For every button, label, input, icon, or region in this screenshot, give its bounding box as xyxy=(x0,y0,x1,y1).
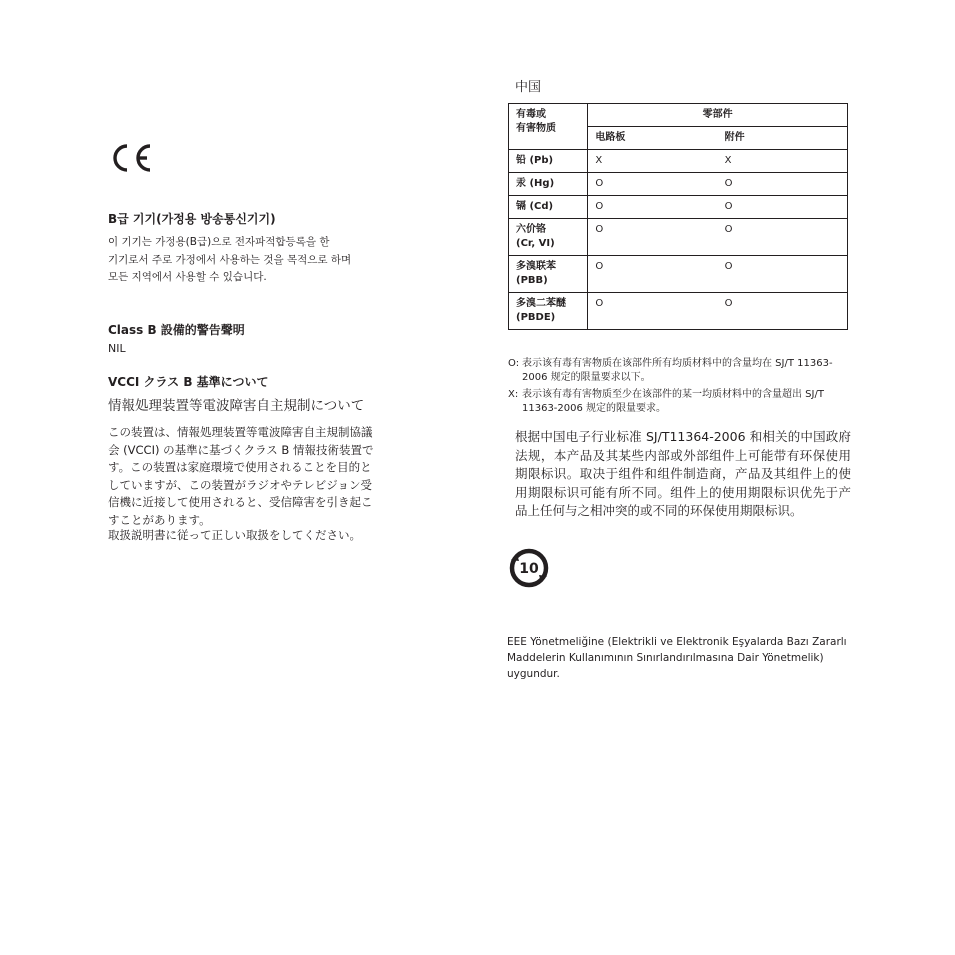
substance-cell: 多溴二苯醚 (PBDE) xyxy=(509,293,588,330)
components-group-header: 零部件 xyxy=(588,104,848,127)
vcci-title: VCCI クラス B 基準について xyxy=(108,375,269,389)
turkey-compliance-text: EEE Yönetmeliğine (Elektrikli ve Elektronik Eşyalarda Bazı Zararlı Maddelerin Kullanımının Sınırlandırılmasına Dair Yönetmelik) uygundur. xyxy=(507,636,847,680)
china-title: 中国 xyxy=(515,80,542,95)
vcci-instruction: 取扱説明書に従って正しい取扱をしてください。 xyxy=(108,528,361,542)
substance-column-header: 有毒或 有害物质 xyxy=(509,104,588,150)
vcci-line: す。この装置は家庭環境で使用されることを目的と xyxy=(108,460,372,474)
vcci-line: すことがあります。 xyxy=(108,512,211,527)
table-note-o: O: 表示该有毒有害物质在该部件所有均质材料中的含量均在 SJ/T 11363-2006 规定的限量要求以下。 xyxy=(508,358,833,383)
table-row xyxy=(509,256,848,293)
korea-line: 모든 지역에서 사용할 수 있습니다. xyxy=(108,271,267,283)
substance-cell: 汞 (Hg) xyxy=(509,173,588,196)
value-cell: O xyxy=(588,293,718,330)
value-cell: O xyxy=(718,196,848,219)
substance-cell: 六价铬 (Cr, VI) xyxy=(509,219,588,256)
china-efup-paragraph: 根据中国电子行业标准 SJ/T11364-2006 和相关的中国政府法规，本产品及其某些内部或外部组件上可能带有环保使用期限标识。取决于组件和组件制造商，产品及其组件上的使用期限标识可能有所不同。组件上的使用期限标识优先于产品上任何与之相冲突的或不同的环保使用期限标识。 xyxy=(515,429,851,518)
hazardous-substances-table xyxy=(508,103,848,330)
substance-cell: 多溴联苯 (PBB) xyxy=(509,256,588,293)
column-header-accessories: 附件 xyxy=(718,127,848,150)
value-cell: X xyxy=(588,150,718,173)
value-cell: O xyxy=(718,219,848,256)
vcci-line: していますが、この装置がラジオやテレビジョン受 xyxy=(108,477,373,492)
efup-10-icon xyxy=(507,546,551,590)
substance-cell: 镉 (Cd) xyxy=(509,196,588,219)
korea-line: 기기로서 주로 가정에서 사용하는 것을 목적으로 하며 xyxy=(108,253,352,266)
svg-text:10: 10 xyxy=(519,561,539,577)
value-cell: O xyxy=(588,173,718,196)
korea-title: B급 기기(가정용 방송통신기기) xyxy=(108,212,276,226)
vcci-subtitle: 情報処理装置等電波障害自主規制について xyxy=(108,398,365,414)
korea-notice xyxy=(108,234,398,287)
classb-title: Class B 設備的警告聲明 xyxy=(108,323,245,337)
value-cell: O xyxy=(718,173,848,196)
value-cell: O xyxy=(588,219,718,256)
vcci-line: 信機に近接して使用されると、受信障害を引き起こ xyxy=(108,495,373,509)
value-cell: O xyxy=(718,256,848,293)
table-row xyxy=(509,173,848,196)
vcci-line: この装置は、情報処理装置等電波障害自主規制協議 xyxy=(108,425,373,439)
table-row xyxy=(509,150,848,173)
ce-mark-icon xyxy=(108,142,154,174)
value-cell: O xyxy=(588,256,718,293)
value-cell: X xyxy=(718,150,848,173)
table-header-row xyxy=(509,104,848,127)
vcci-notice xyxy=(108,424,418,529)
value-cell: O xyxy=(588,196,718,219)
table-row xyxy=(509,219,848,256)
column-header-circuit-board: 电路板 xyxy=(588,127,718,150)
value-cell: O xyxy=(718,293,848,330)
korea-line: 이 기기는 가정용(B급)으로 전자파적합등록을 한 xyxy=(108,236,330,248)
classb-body: NIL xyxy=(108,342,126,355)
table-note-x: X: 表示该有毒有害物质至少在该部件的某一均质材料中的含量超出 SJ/T 11363-2006 规定的限量要求。 xyxy=(508,389,824,414)
substance-cell: 铅 (Pb) xyxy=(509,150,588,173)
vcci-line: 会 (VCCI) の基準に基づくクラス B 情報技術装置で xyxy=(108,442,374,457)
table-row xyxy=(509,196,848,219)
table-row xyxy=(509,293,848,330)
